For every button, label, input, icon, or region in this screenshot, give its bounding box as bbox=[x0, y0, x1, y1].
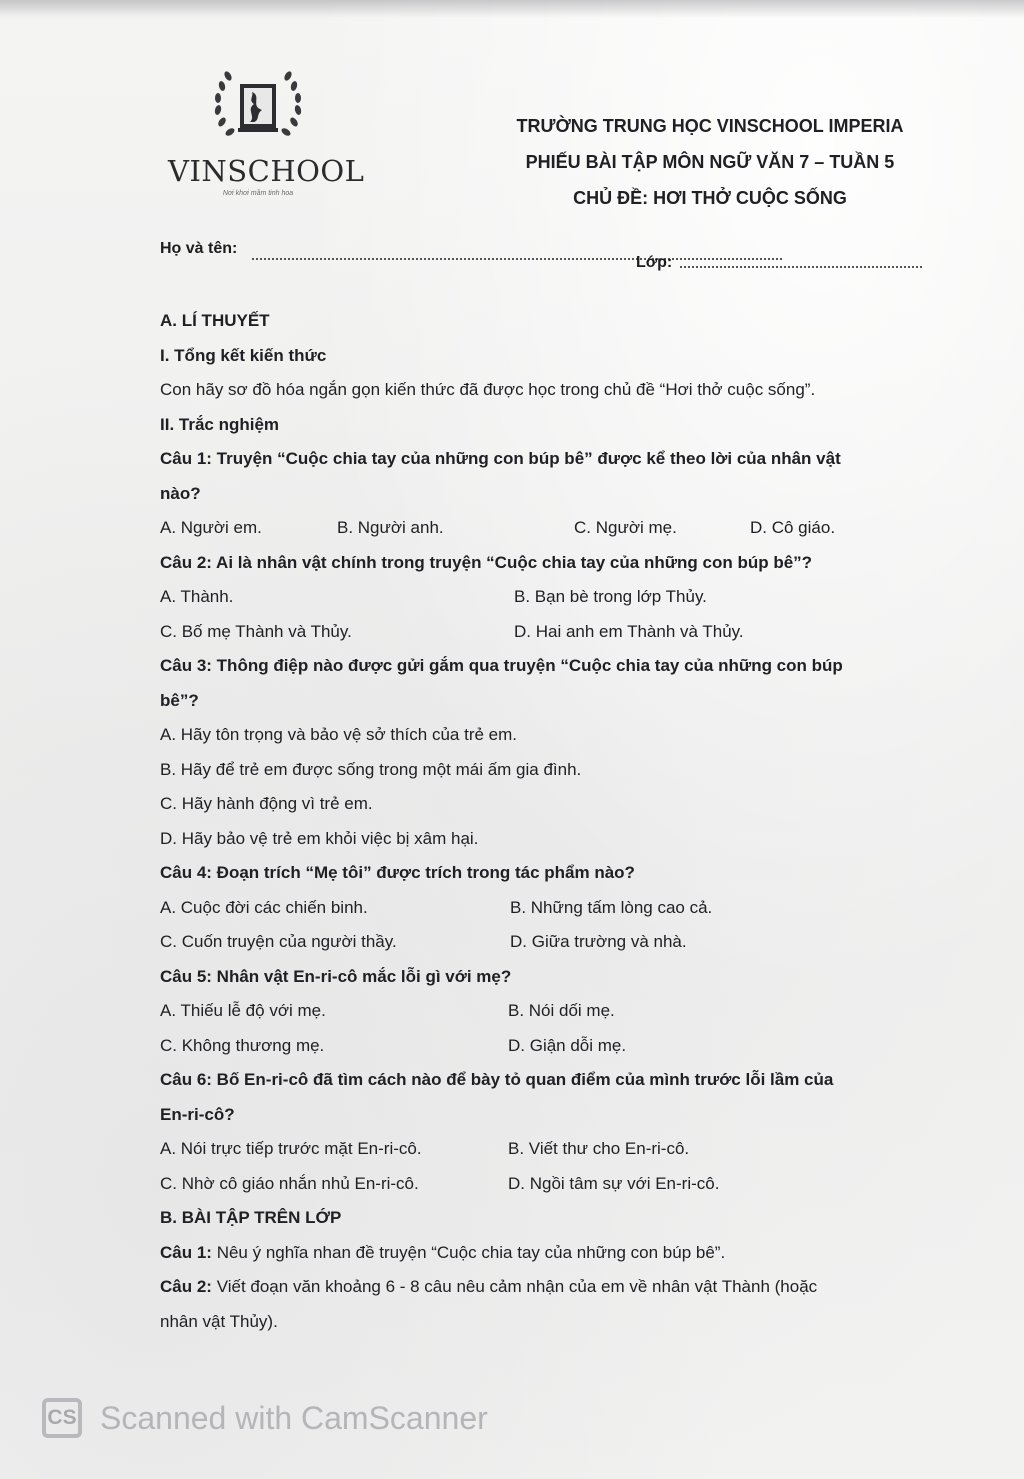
exercise-1-text: Nêu ý nghĩa nhan đề truyện “Cuộc chia tay của những con búp bê”. bbox=[216, 1242, 726, 1262]
option-c: C. Bố mẹ Thành và Thủy. bbox=[160, 621, 352, 641]
option-b: B. Những tấm lòng cao cả. bbox=[510, 897, 713, 917]
option-b: B. Nói dối mẹ. bbox=[508, 1001, 615, 1020]
class-label: Lớp: bbox=[636, 254, 673, 271]
school-logo bbox=[168, 62, 365, 202]
option-d: D. Hai anh em Thành và Thủy. bbox=[514, 621, 744, 641]
option-d: D. Giận dỗi mẹ. bbox=[508, 1035, 627, 1055]
option-a: A. Nói trực tiếp trước mặt En-ri-cô. bbox=[160, 1139, 422, 1158]
option-c: C. Cuốn truyện của người thầy. bbox=[160, 932, 397, 951]
option-a: A. Người em. bbox=[160, 518, 262, 537]
question-3-cont: bê”? bbox=[160, 690, 199, 710]
option-d: D. Giữa trường và nhà. bbox=[510, 932, 687, 951]
option-c: C. Nhờ cô giáo nhắn nhủ En-ri-cô. bbox=[160, 1173, 419, 1193]
question-5-options-row2 bbox=[160, 1029, 925, 1064]
question-4-options-row1 bbox=[160, 891, 925, 926]
option-c: C. Hãy hành động vì trẻ em. bbox=[160, 794, 373, 813]
scan-edge-shadow bbox=[0, 0, 1024, 18]
question-4: Câu 4: Đoạn trích “Mẹ tôi” được trích trong tác phẩm nào? bbox=[160, 863, 635, 882]
question-6-cont: En-ri-cô? bbox=[160, 1104, 235, 1124]
option-a: A. Thành. bbox=[160, 587, 234, 606]
option-c: C. Không thương mẹ. bbox=[160, 1035, 325, 1055]
logo-wordmark: VINSCHOOL bbox=[168, 154, 365, 188]
option-c: C. Người mẹ. bbox=[574, 518, 677, 537]
question-3: Câu 3: Thông điệp nào được gửi gắm qua truyện “Cuộc chia tay của những con búp bbox=[160, 656, 843, 675]
camscanner-logo-icon: CS bbox=[42, 1398, 82, 1438]
option-b: B. Hãy để trẻ em được sống trong một mái ấm gia đình. bbox=[160, 759, 582, 779]
section-theory-title: A. LÍ THUYẾT bbox=[160, 311, 270, 330]
exercise-2-cont: nhân vật Thủy). bbox=[160, 1311, 278, 1331]
class-blank-line bbox=[680, 266, 922, 268]
question-5: Câu 5: Nhân vật En-ri-cô mắc lỗi gì với mẹ? bbox=[160, 966, 512, 986]
name-blank-line bbox=[252, 258, 782, 260]
question-4-options-row2 bbox=[160, 925, 925, 960]
question-6-options-row1 bbox=[160, 1132, 925, 1167]
option-b: B. Bạn bè trong lớp Thủy. bbox=[514, 587, 707, 606]
question-2: Câu 2: Ai là nhân vật chính trong truyện “Cuộc chia tay của những con búp bê”? bbox=[160, 552, 813, 572]
question-5-options-row1 bbox=[160, 994, 925, 1029]
question-1: Câu 1: Truyện “Cuộc chia tay của những con búp bê” được kể theo lời của nhân vật bbox=[160, 449, 841, 468]
option-a: A. Hãy tôn trọng và bảo vệ sở thích của trẻ em. bbox=[160, 725, 517, 744]
worksheet-content bbox=[160, 304, 925, 1339]
worksheet-header bbox=[500, 108, 920, 216]
section-exercises-title: B. BÀI TẬP TRÊN LỚP bbox=[160, 1208, 342, 1227]
section-summary-title: I. Tổng kết kiến thức bbox=[160, 345, 327, 365]
option-b: B. Viết thư cho En-ri-cô. bbox=[508, 1139, 690, 1158]
school-name: TRƯỜNG TRUNG HỌC VINSCHOOL IMPERIA bbox=[516, 116, 904, 136]
exercise-2: Câu 2: Viết đoạn văn khoảng 6 - 8 câu nêu cảm nhận của em về nhân vật Thành (hoặc bbox=[160, 1277, 818, 1296]
question-6: Câu 6: Bố En-ri-cô đã tìm cách nào để bày tỏ quan điểm của mình trước lỗi lầm của bbox=[160, 1070, 834, 1089]
logo-tagline: Nơi khơi mầm tinh hoa bbox=[222, 190, 294, 197]
exercise-1: Câu 1: Nêu ý nghĩa nhan đề truyện “Cuộc chia tay của những con búp bê”. bbox=[160, 1242, 726, 1262]
laurel-book-icon bbox=[196, 62, 320, 154]
option-d: D. Ngồi tâm sự với En-ri-cô. bbox=[508, 1173, 720, 1193]
question-2-options-row1 bbox=[160, 580, 925, 615]
topic-title: CHỦ ĐỀ: HƠI THỞ CUỘC SỐNG bbox=[573, 188, 847, 208]
summary-instruction: Con hãy sơ đồ hóa ngắn gọn kiến thức đã được học trong chủ đề “Hơi thở cuộc sống”. bbox=[160, 380, 816, 399]
question-2-options-row2 bbox=[160, 615, 925, 650]
camscanner-text: Scanned with CamScanner bbox=[100, 1400, 488, 1436]
question-6-options-row2 bbox=[160, 1167, 925, 1202]
student-info-row bbox=[160, 238, 922, 271]
option-b: B. Người anh. bbox=[337, 518, 444, 537]
name-label: Họ và tên: bbox=[160, 240, 238, 257]
question-1-options bbox=[160, 511, 925, 546]
option-a: A. Cuộc đời các chiến binh. bbox=[160, 897, 368, 917]
option-d: D. Cô giáo. bbox=[750, 518, 836, 537]
option-d: D. Hãy bảo vệ trẻ em khỏi việc bị xâm hại. bbox=[160, 828, 479, 848]
worksheet-title: PHIẾU BÀI TẬP MÔN NGỮ VĂN 7 – TUẦN 5 bbox=[525, 152, 895, 172]
section-quiz-title: II. Trắc nghiệm bbox=[160, 414, 280, 434]
option-a: A. Thiếu lễ độ với mẹ. bbox=[160, 1001, 326, 1020]
question-1-cont: nào? bbox=[160, 483, 201, 503]
